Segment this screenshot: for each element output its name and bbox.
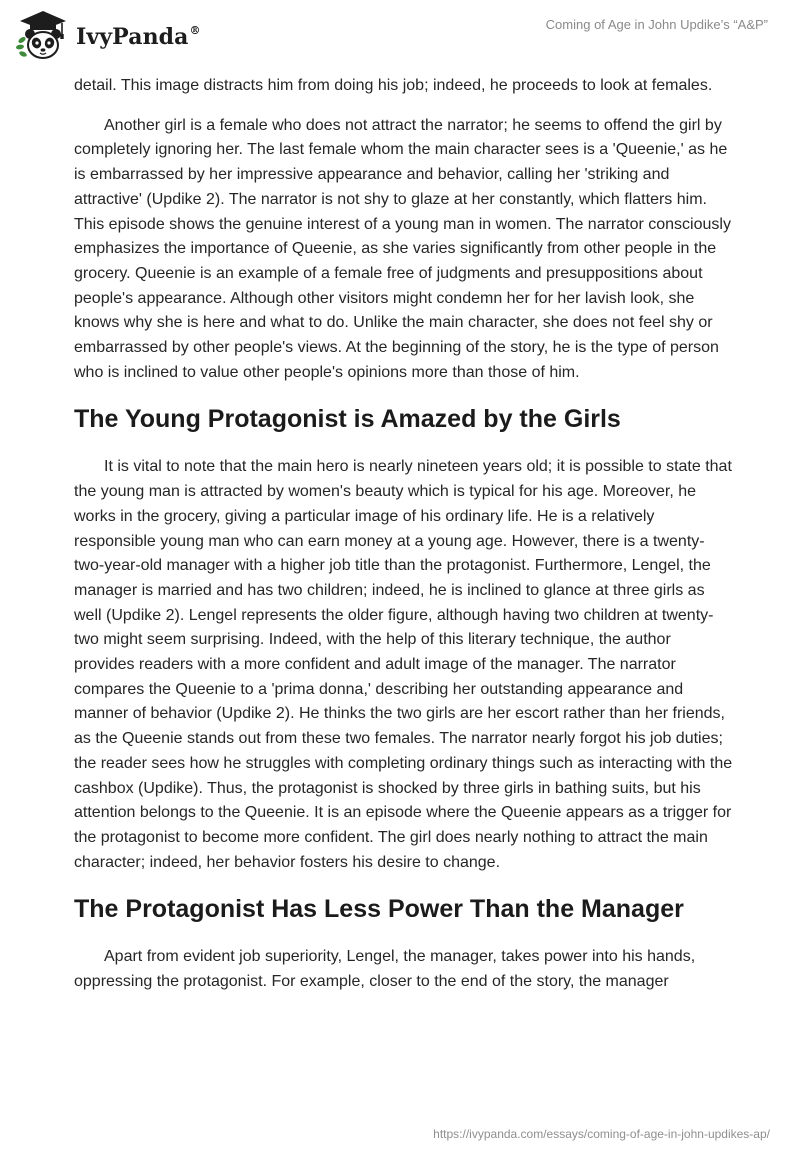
registered-mark: ® xyxy=(189,23,201,37)
page-header xyxy=(0,0,800,70)
paragraph-continued: detail. This image distracts him from doing his job; indeed, he proceeds to look at females. xyxy=(74,77,713,94)
panda-graduation-cap-icon xyxy=(14,8,72,62)
paragraph-young-protagonist: It is vital to note that the main hero is nearly nineteen years old; it is possible to state that the young man is attracted by women's beauty which is typical for his age. Moreover, he works in the grocery, giving a particular image of his ordinary life. He is a relatively responsible young man who can earn money at a young age. However, there is a twenty-two-year-old manager with a higher job title than the protagonist. Furthermore, Lengel, the manager is married and has two children; indeed, he is inclined to glance at three girls as well (Updike 2). Lengel represents the older figure, although having two children at twenty-two might seem surprising. Indeed, with the help of this literary technique, the author provides readers with a more confident and adult image of the manager. The narrator compares the Queenie to a 'prima donna,' describing her outstanding appearance and manner of behavior (Updike 2). He thinks the two girls are her escort rather than her friends, as the Queenie stands out from these two females. The narrator nearly forgot his job duties; the reader sees how he struggles with completing ordinary things such as interacting with the cashbox (Updike). Thus, the protagonist is shocked by three girls in bathing suits, but his attention belongs to the Queenie. It is an episode where the Queenie appears as a trigger for the protagonist to become more confident. The girl does nearly nothing to attract the main character; indeed, her behavior fosters his desire to change. xyxy=(74,458,733,871)
section-heading-less-power: The Protagonist Has Less Power Than the Manager xyxy=(74,895,684,924)
section-heading-young-protagonist: The Young Protagonist is Amazed by the Girls xyxy=(74,405,621,434)
source-url[interactable]: https://ivypanda.com/essays/coming-of-age-in-john-updikes-ap/ xyxy=(433,1127,770,1141)
paragraph-queenie: Another girl is a female who does not attract the narrator; he seems to offend the girl by completely ignoring her. The last female whom the main character sees is a 'Queenie,' as he is embarrassed by her impressive appearance and behavior, calling her 'striking and attractive' (Updike 2). The narrator is not shy to glaze at her constantly, which flatters him. This episode shows the genuine interest of a young man in women. The narrator consciously emphasizes the importance of Queenie, as she varies significantly from other people in the grocery. Queenie is an example of a female free of judgments and presuppositions about people's appearance. Although other visitors might condemn her for her lavish look, she knows why she is here and what to do. Unlike the main character, she does not feel shy or embarrassed by other people's views. At the beginning of the story, he is the type of person who is inclined to value other people's opinions more than those of him. xyxy=(74,116,731,381)
paragraph-less-power: Apart from evident job superiority, Lengel, the manager, takes power into his hands, oppressing the protagonist. For example, closer to the end of the story, the manager xyxy=(74,948,696,991)
document-title: Coming of Age in John Updike’s “A&P” xyxy=(545,17,768,32)
essay-body xyxy=(74,74,734,995)
logo-text: IvyPanda® xyxy=(76,23,201,50)
ivypanda-logo[interactable] xyxy=(14,8,201,62)
